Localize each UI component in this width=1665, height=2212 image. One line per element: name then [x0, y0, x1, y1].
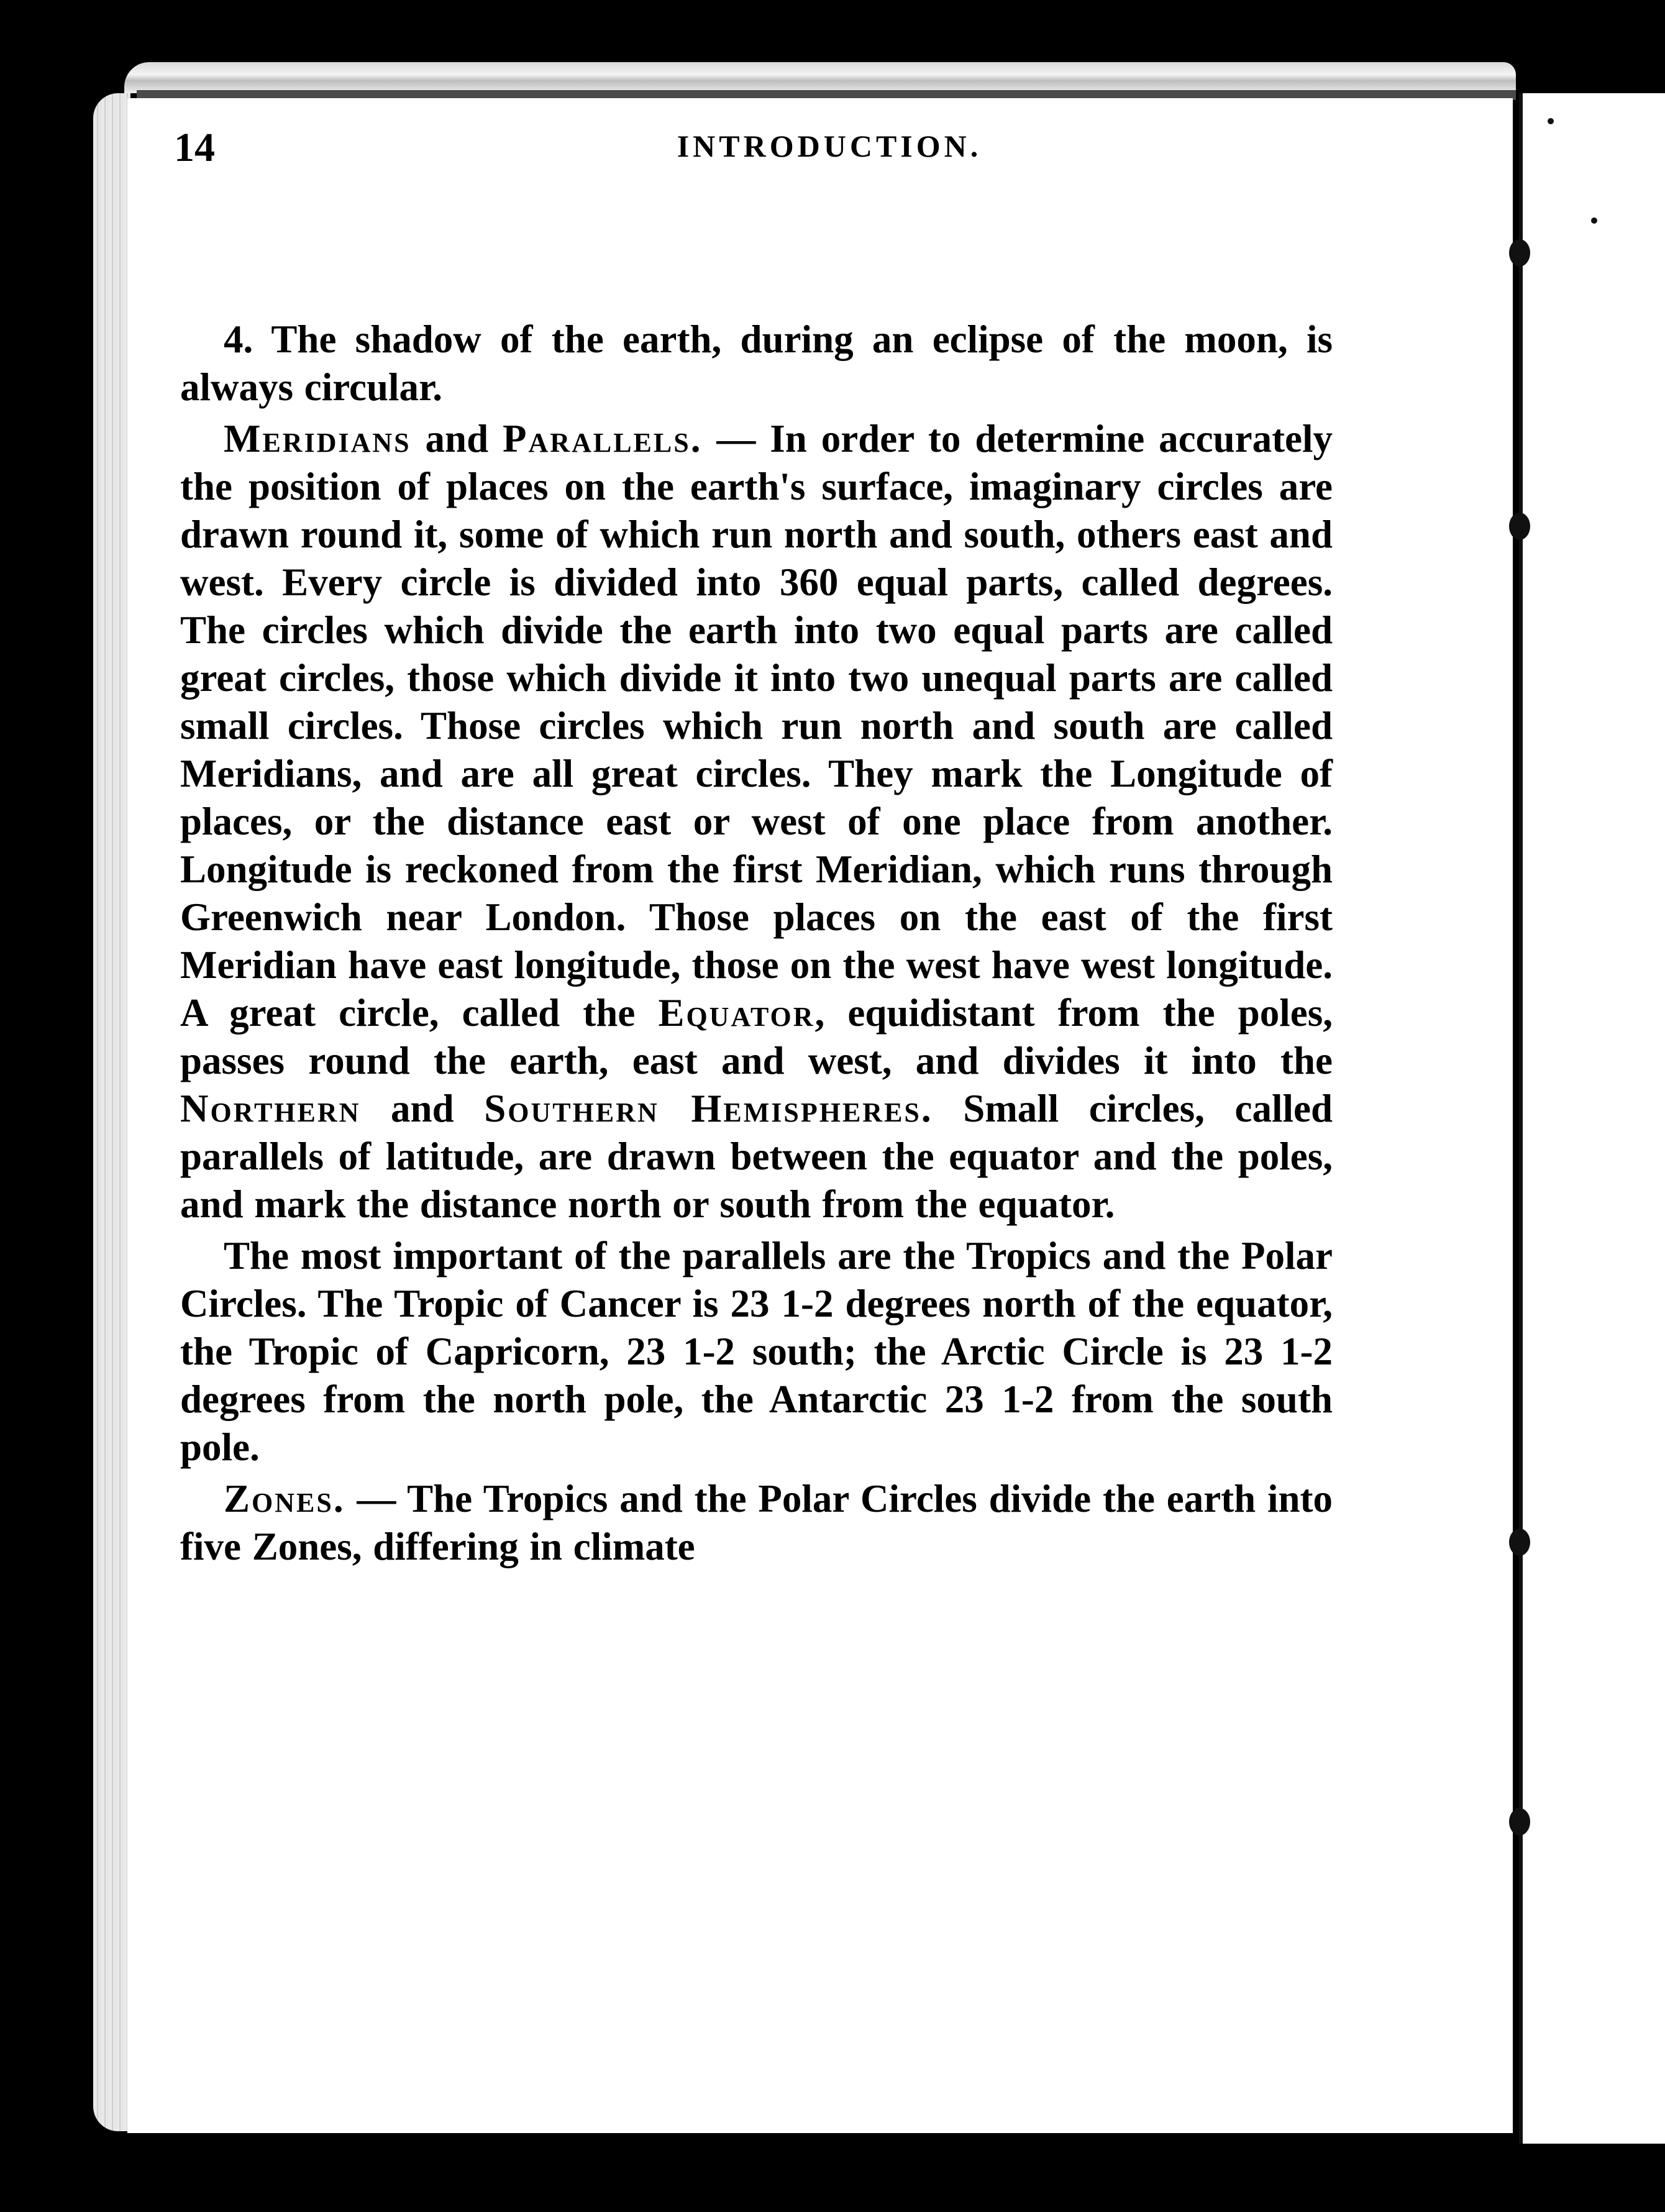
binding-mark	[1509, 1808, 1530, 1835]
facing-page	[1519, 93, 1665, 2144]
binding-mark	[1509, 1529, 1530, 1556]
term-southern-hemispheres: Southern Hemispheres.	[484, 1087, 933, 1130]
text-column	[180, 316, 1333, 1574]
paragraph-tropics	[180, 1232, 1333, 1471]
running-head	[174, 124, 1485, 180]
paragraph-text: 4. The shadow of the earth, during an eclipse of the moon, is always circular.	[180, 318, 1333, 409]
book-top-edge	[124, 62, 1516, 93]
binding-mark	[1509, 239, 1530, 267]
running-title: INTRODUCTION.	[677, 129, 982, 163]
paragraph-text: Small circles, called parallels of latitude, are drawn between the equator and the poles, and mark the distance north or south from the equator.	[180, 1087, 1333, 1226]
page-number: 14	[174, 125, 215, 170]
section-heading: Meridians	[224, 417, 411, 460]
speck	[1591, 217, 1597, 224]
paragraph-text: — In order to determine accurately the position of places on the earth's surface, imaginary circles are drawn round it, some of which run north and south, others east and west. Every circle is divided into 360 equal parts, called degrees. The circles which divide the earth into two equal parts are called great circles, those which divide it into two unequal parts are called small circles. Those circles which run north and south are called Meridians, and are all great circles. They mark the Longitude of places, or the distance east or west of one place from another. Longitude is reckoned from the first Meridian, which runs through Greenwich near London. Those places on the east of the first Meridian have east longitude, those on the west have west longitude. A great circle, called the	[180, 417, 1333, 1035]
binding-mark	[1509, 513, 1530, 540]
section-heading: Zones.	[224, 1477, 345, 1520]
paragraph-eclipse	[180, 316, 1333, 411]
paragraph-text: and	[411, 417, 503, 460]
term-northern: Northern	[180, 1087, 361, 1130]
section-heading: Parallels.	[503, 417, 703, 460]
term-equator: Equator	[658, 991, 815, 1035]
paragraph-text: , equidistant from the poles, passes round the earth, east and west, and divides it into the	[180, 991, 1333, 1082]
paragraph-text: The most important of the parallels are the Tropics and the Polar Circles. The Tropic of Cancer is 23 1-2 degrees north of the equator, the Tropic of Capricorn, 23 1-2 south; the Arctic Circle is 23 1-2 degrees from the north pole, the Antarctic 23 1-2 from the south pole.	[180, 1234, 1333, 1469]
paragraph-text: and	[360, 1087, 485, 1130]
paragraph-zones	[180, 1475, 1333, 1571]
paragraph-text: — The Tropics and the Polar Circles divide the earth into five Zones, differing in climate	[180, 1477, 1333, 1568]
speck	[1548, 118, 1554, 124]
paragraph-meridians	[180, 415, 1333, 1228]
book-page-edges	[93, 93, 130, 2131]
